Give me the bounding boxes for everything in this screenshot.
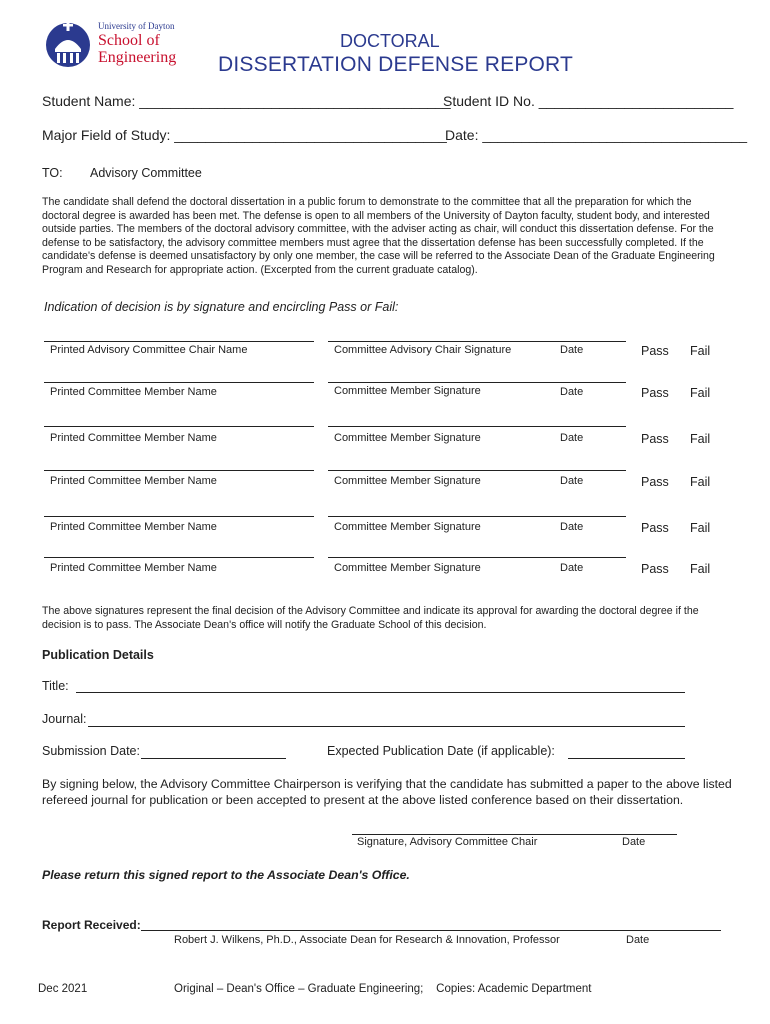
printed-name-label: Printed Committee Member Name [50, 432, 217, 444]
printed-name-line[interactable] [44, 382, 314, 383]
report-received-label: Report Received: [42, 918, 141, 932]
chair-date-label: Date [622, 836, 646, 848]
student-name-field[interactable]: Student Name: ________________________________________ [42, 93, 451, 109]
publication-heading: Publication Details [42, 648, 154, 662]
signature-line[interactable] [328, 341, 626, 342]
logo-school-line1: School of [98, 32, 160, 49]
report-received-signer: Robert J. Wilkens, Ph.D., Associate Dean for Research & Innovation, Professor [174, 934, 560, 946]
signature-label: Committee Member Signature [334, 475, 481, 487]
submission-date-label: Submission Date: [42, 744, 140, 758]
report-received-date-label: Date [626, 934, 650, 946]
printed-name-label: Printed Committee Member Name [50, 562, 217, 574]
student-id-field[interactable]: Student ID No. _________________________ [443, 93, 734, 109]
date-label: Date [560, 386, 584, 398]
page-title: DISSERTATION DEFENSE REPORT [218, 53, 574, 76]
verify-paragraph: By signing below, the Advisory Committee Chairperson is verifying that the candidate has submitted a paper to the above listed refereed journal for publication or been accepted to present at the above listed conference based on their dissertation. [42, 777, 732, 807]
to-label: TO: [42, 166, 63, 180]
pub-title-label: Title: [42, 679, 69, 693]
signature-line[interactable] [328, 516, 626, 517]
logo-university: University of Dayton [98, 21, 175, 31]
fail-option[interactable]: Fail [690, 344, 711, 358]
printed-name-label: Printed Committee Member Name [50, 475, 217, 487]
indication-text: Indication of decision is by signature and encircling Pass or Fail: [44, 300, 399, 314]
footer-distribution: Original – Dean's Office – Graduate Engineering; Copies: Academic Department [174, 983, 592, 995]
signature-line[interactable] [328, 382, 626, 383]
intro-paragraph: The candidate shall defend the doctoral dissertation in a public forum to demonstrate to the committee that all the preparation for which the doctoral degree is awarded has been met. The defense is open to all members of the University of Dayton faculty, student body, and interested outside parties. The members of the doctoral advisory committee, with the adviser acting as chair, will conduct this dissertation defense. For the defense to be satisfactory, the advisory committee members must agree that the dissertation defense has been successfully completed. If the candidate's defense is deemed unsatisfactory by only one member, the case will be referred to the Associate Dean of the Graduate Engineering Program and Research for appropriate action. (Excerpted from the current graduate catalog). [42, 196, 715, 276]
logo-school-line2: Engineering [98, 49, 177, 66]
footer-version: Dec 2021 [38, 983, 88, 995]
date-label: Date [560, 344, 584, 356]
to-value: Advisory Committee [90, 166, 202, 180]
pass-option[interactable]: Pass [641, 562, 669, 576]
pub-journal-line[interactable] [88, 726, 685, 727]
expected-date-label: Expected Publication Date (if applicable): [327, 744, 555, 758]
expected-date-line[interactable] [568, 758, 685, 759]
printed-name-label: Printed Advisory Committee Chair Name [50, 344, 248, 356]
pub-journal-label: Journal: [42, 712, 87, 726]
signature-line[interactable] [328, 470, 626, 471]
signature-label: Committee Member Signature [334, 432, 481, 444]
header-doctoral: DOCTORAL [340, 31, 440, 51]
signature-label: Committee Member Signature [334, 385, 481, 397]
printed-name-label: Printed Committee Member Name [50, 386, 217, 398]
chair-signature-label: Signature, Advisory Committee Chair [357, 836, 538, 848]
date-label: Date [560, 562, 584, 574]
date-field[interactable]: Date: __________________________________ [445, 127, 748, 143]
fail-option[interactable]: Fail [690, 432, 711, 446]
printed-name-line[interactable] [44, 341, 314, 342]
signature-label: Committee Member Signature [334, 521, 481, 533]
fail-option[interactable]: Fail [690, 475, 711, 489]
printed-name-line[interactable] [44, 426, 314, 427]
fail-option[interactable]: Fail [690, 562, 711, 576]
date-label: Date [560, 521, 584, 533]
university-logo [46, 19, 186, 71]
signature-label: Committee Member Signature [334, 562, 481, 574]
submission-date-line[interactable] [141, 758, 286, 759]
printed-name-line[interactable] [44, 470, 314, 471]
pass-option[interactable]: Pass [641, 386, 669, 400]
signature-line[interactable] [328, 557, 626, 558]
pass-option[interactable]: Pass [641, 475, 669, 489]
pub-title-line[interactable] [76, 692, 685, 693]
pass-option[interactable]: Pass [641, 344, 669, 358]
approval-paragraph: The above signatures represent the final decision of the Advisory Committee and indicate its approval for awarding the doctoral degree if the decision is to pass. The Associate Dean's office will notify the Graduate School of this decision. [42, 605, 699, 631]
signature-label: Committee Advisory Chair Signature [334, 344, 512, 356]
chair-signature-line[interactable] [352, 834, 677, 835]
signature-line[interactable] [328, 426, 626, 427]
fail-option[interactable]: Fail [690, 386, 711, 400]
date-label: Date [560, 475, 584, 487]
pass-option[interactable]: Pass [641, 432, 669, 446]
date-label: Date [560, 432, 584, 444]
printed-name-label: Printed Committee Member Name [50, 521, 217, 533]
printed-name-line[interactable] [44, 557, 314, 558]
printed-name-line[interactable] [44, 516, 314, 517]
report-received-line[interactable] [141, 930, 721, 931]
pass-option[interactable]: Pass [641, 521, 669, 535]
fail-option[interactable]: Fail [690, 521, 711, 535]
return-note: Please return this signed report to the Associate Dean's Office. [42, 868, 410, 882]
major-field[interactable]: Major Field of Study: ___________________________________ [42, 127, 447, 143]
